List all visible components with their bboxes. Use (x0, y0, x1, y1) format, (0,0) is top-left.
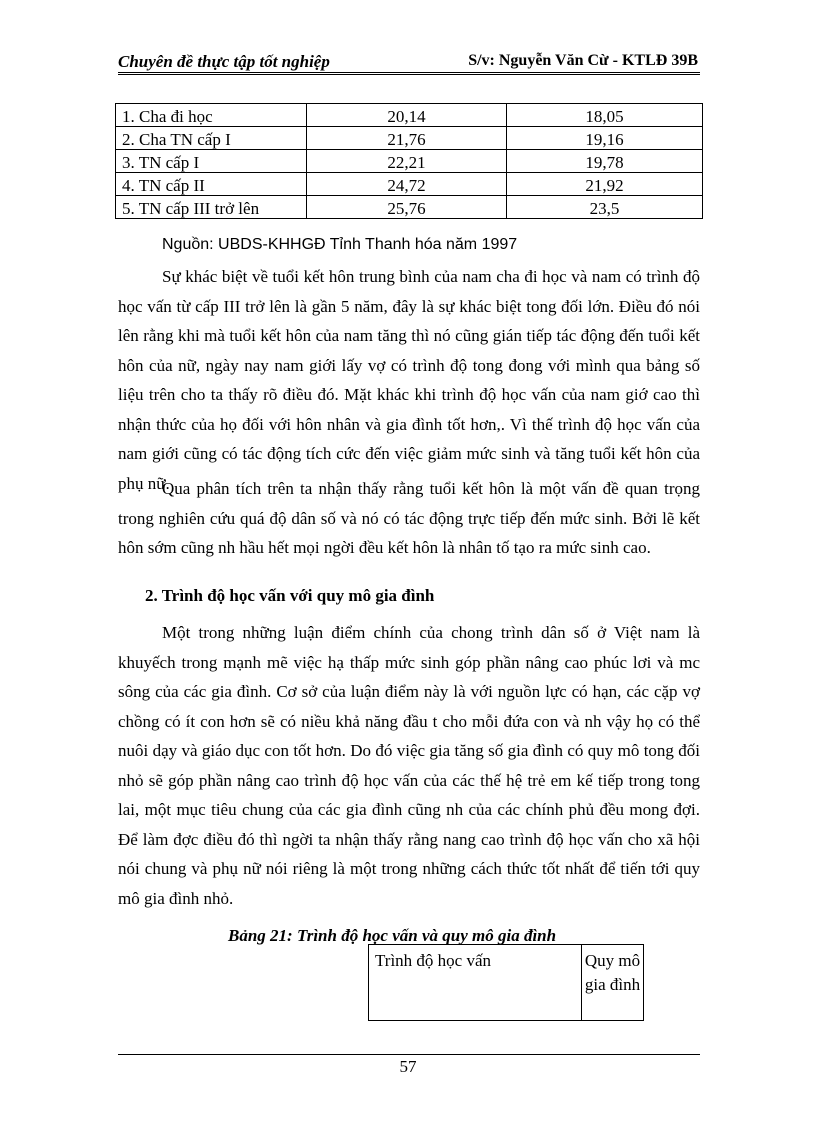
table-cell: 22,21 (307, 150, 507, 173)
table-cell: 2. Cha TN cấp I (116, 127, 307, 150)
table-row (116, 196, 703, 219)
header-rule (118, 72, 700, 75)
table-cell: 20,14 (307, 104, 507, 127)
paragraph (118, 474, 700, 563)
table-cell: 1. Cha đi học (116, 104, 307, 127)
table-cell: 24,72 (307, 173, 507, 196)
table-cell: 4. TN cấp II (116, 173, 307, 196)
paragraph-text: Một trong những luận điểm chính của chong trình dân số ở Việt nam là khuyếch trong mạnh mẽ việc hạ thấp mức sinh góp phần nâng cao phúc lơi và mc sông của các gia đình. Cơ sở của luận điểm này là với nguồn lực có hạn, các cặp vợ chồng có ít con hơn sẽ có niều khả năng đầu t cho mỗi đứa con và nh vậy họ có thể nuôi dạy và giáo dục con tốt hơn. Do đó việc gia tăng số gia đình có quy mô tong đối nhỏ sẽ góp phần nâng cao trình độ học vấn của các thế hệ trẻ em kế tiếp trong tong lai, một mục tiêu chung của các gia đình cũng nh của các chính phủ đều mong đợi. Để làm đợc điều đó thì ngời ta nhận thấy rằng nang cao trình độ học vấn cho xã hội nói chung và phụ nữ nói riêng là một trong những cách thức tốt nhất để tiến tới quy mô gia đình nhỏ. (118, 623, 700, 908)
paragraph (118, 618, 700, 913)
table-cell: 3. TN cấp I (116, 150, 307, 173)
education-family-size-table (368, 944, 644, 1021)
age-by-education-table (115, 103, 703, 219)
paragraph-text: Qua phân tích trên ta nhận thấy rằng tuổi kết hôn là một vấn đề quan trọng trong nghiên cứu quá độ dân số và nó có tác động trực tiếp đến mức sinh. Bởi lẽ kết hôn sớm cũng nh hầu hết mọi ngời đều kết hôn là nhân tố tạo ra mức sinh cao. (118, 479, 700, 557)
table-cell: 25,76 (307, 196, 507, 219)
table-row (116, 104, 703, 127)
table-cell: 23,5 (507, 196, 703, 219)
table-row (116, 173, 703, 196)
table-row (116, 127, 703, 150)
table-cell: 19,78 (507, 150, 703, 173)
table-caption: Bảng 21: Trình độ học vấn và quy mô gia đình (228, 926, 557, 945)
table-row (116, 150, 703, 173)
footer-rule (118, 1054, 700, 1055)
table-cell: 21,92 (507, 173, 703, 196)
paragraph (118, 262, 700, 498)
table-header-row (369, 945, 644, 1021)
column-header: Trình độ học vấn (369, 945, 582, 1021)
page-number: 57 (399, 1057, 417, 1076)
paragraph-text: Sự khác biệt về tuổi kết hôn trung bình của nam cha đi học và nam có trình độ học vấn từ cấp III trở lên là gần 5 năm, đây là sự khác biệt tong đối lớn. Điều đó nói lên rằng khi mà tuổi kết hôn của nam tăng thì nó cũng gián tiếp tác động đến tuổi kết hôn của nữ, ngày nay nam giới lấy vợ có trình độ tong đong với mình qua bảng số liệu trên cho ta thấy rõ điều đó. Mặt khác khi trình độ học vấn của nam giớ cao thì nhận thức của họ đối với hôn nhân và gia đình tốt hơn,. Vì thế trình độ học vấn của nam giới cũng có tác động tích cức đến việc giảm mức sinh và tăng tuổi kết hôn của phụ nữ. (118, 267, 700, 493)
header-title: Chuyên đề thực tập tốt nghiệp (118, 52, 330, 71)
table-source-note: Nguồn: UBDS-KHHGĐ Tỉnh Thanh hóa năm 1997 (162, 236, 518, 253)
table-cell: 21,76 (307, 127, 507, 150)
table-cell: 19,16 (507, 127, 703, 150)
table-cell: 5. TN cấp III trở lên (116, 196, 307, 219)
column-header: Quy mô gia đình (582, 945, 644, 1021)
table-cell: 18,05 (507, 104, 703, 127)
page-header (118, 52, 698, 72)
header-author: S/v: Nguyễn Văn Cừ - KTLĐ 39B (468, 52, 698, 69)
section-heading: 2. Trình độ học vấn với quy mô gia đình (145, 586, 435, 605)
